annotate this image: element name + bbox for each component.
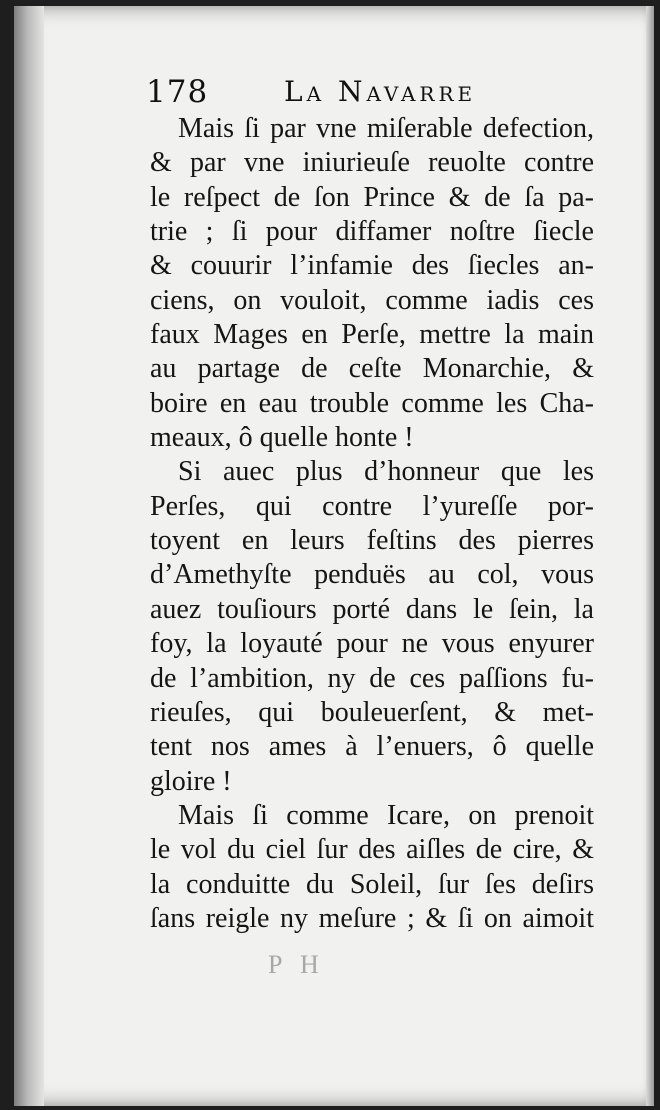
text-line: d’Amethyſte penduës au col, vous xyxy=(150,559,594,591)
text-line: auez touſiours porté dans le ſein, la xyxy=(150,593,594,625)
text-line: meaux, ô quelle honte ! xyxy=(150,422,414,454)
text-line: la conduitte du Soleil, ſur ſes deſirs xyxy=(150,868,594,900)
book-gutter-shadow xyxy=(14,6,44,1106)
text-line: trie ; ſi pour diffamer noſtre ſiecle xyxy=(150,216,594,248)
text-line: Mais ſi par vne miſerable defection, xyxy=(178,113,594,144)
text-line: tent nos ames à l’enuers, ô quelle xyxy=(150,731,594,763)
text-line: toyent en leurs feſtins des pierres xyxy=(150,525,594,557)
text-line: foy, la loyauté pour ne vous enyurer xyxy=(150,628,594,660)
text-line: de l’ambition, ny de ces paſſions fu- xyxy=(150,662,594,694)
body-text xyxy=(150,112,594,936)
text-line: au partage de ceſte Monarchie, & xyxy=(150,353,594,385)
text-line: ciens, on vouloit, comme iadis ces xyxy=(150,284,594,316)
text-line: faux Mages en Perſe, mettre la main xyxy=(150,319,594,351)
page-number: 178 xyxy=(146,74,209,110)
text-line: le reſpect de ſon Prince & de ſa pa- xyxy=(150,181,594,213)
text-line: Mais ſi comme Icare, on prenoit xyxy=(178,799,594,831)
text-line: & par vne iniurieuſe reuolte contre xyxy=(150,147,594,179)
text-line: gloire ! xyxy=(150,765,232,797)
page-edge-shadow xyxy=(646,6,654,1106)
text-line: Si auec plus d’honneur que les xyxy=(178,456,594,488)
text-line: & couurir l’infamie des ſiecles an- xyxy=(150,250,594,282)
text-line: le vol du ciel ſur des aiſles de cire, & xyxy=(150,834,594,866)
text-line: rieuſes, qui bouleuerſent, & met- xyxy=(150,696,594,728)
text-line: Perſes, qui contre l’yureſſe por- xyxy=(150,490,594,522)
text-line: ſans reigle ny meſure ; & ſi on aimoit xyxy=(150,902,594,934)
text-line: boire en eau trouble comme les Cha- xyxy=(150,387,594,419)
running-title: La Navarre xyxy=(284,75,477,108)
signature-mark: P H xyxy=(268,950,325,979)
